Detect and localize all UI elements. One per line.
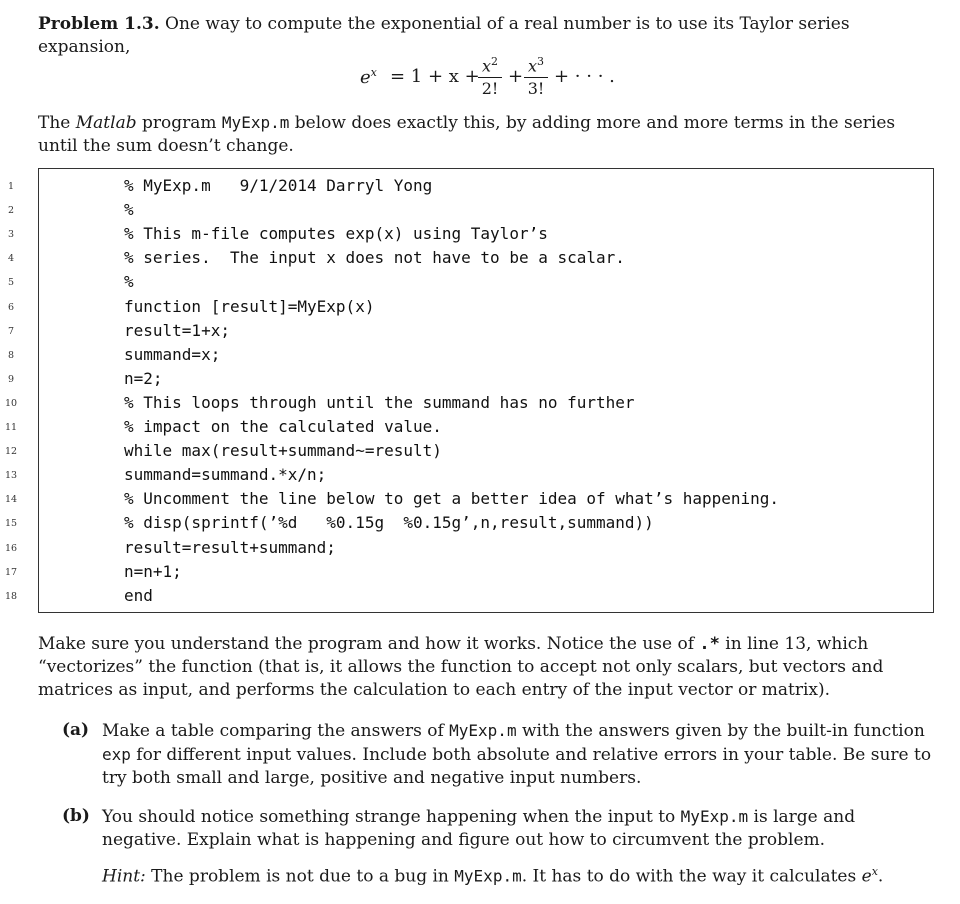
line-number: 3 [7, 229, 15, 241]
eq-frac-3: $x^3$ 3! [524, 52, 548, 99]
explanation-paragraph: Make sure you understand the program and how it works. Notice the use of .* in line 13, which “vectorizes” the function (that is, it allows the function to accept not only scalars, but vectors and matrices as input, and performs the calculation to each entry of the input vector or matrix). [38, 634, 884, 700]
problem-label: Problem 1.3. [38, 14, 160, 34]
line-number: 10 [4, 397, 18, 409]
hint: Hint: The problem is not due to a bug in MyExp.m. It has to do with the way it calculates $e^x$. [102, 865, 884, 887]
line-number: 7 [7, 325, 15, 337]
line-number: 8 [7, 349, 15, 361]
code-line: result=1+x; [124, 320, 230, 340]
code-line: function [result]=MyExp(x) [124, 296, 375, 316]
line-number: 14 [4, 494, 18, 506]
line-number: 11 [4, 422, 18, 433]
code-line: % MyExp.m 9/1/2014 Darryl Yong [124, 176, 433, 195]
matlab-word: Matlab [75, 113, 137, 133]
code-line: result=result+summand; [124, 537, 336, 557]
line-number: 18 [4, 590, 18, 602]
line-number: 2 [7, 205, 15, 217]
code-line: n=2; [124, 368, 163, 388]
hint-label: Hint: [102, 866, 146, 887]
line-number: 16 [4, 542, 18, 554]
eq-tail: + · · · . [554, 66, 615, 87]
line-number: 4 [7, 253, 15, 265]
line-number: 5 [7, 277, 15, 289]
code-line: summand=summand.*x/n; [124, 465, 327, 485]
code-line: % [124, 200, 134, 220]
file-name: MyExp.m [221, 113, 290, 132]
line-number: 9 [7, 373, 15, 385]
part-a-label: (a) [62, 720, 90, 740]
code-line: while max(result+summand~=result) [124, 441, 442, 461]
code-line: % Uncomment the line below to get a better idea of what’s happening. [124, 489, 780, 509]
line-number: 1 [7, 181, 15, 192]
problem-intro-text: One way to compute the exponential of a real number is to use its Taylor series expansion, [38, 14, 850, 57]
line-number: 6 [7, 301, 15, 313]
eq-frac-2: $x^2$ 2! [478, 52, 502, 99]
code-line: % series. The input x does not have to be a scalar. [124, 248, 625, 268]
eq-lead-terms: = 1 + x + [390, 66, 480, 87]
code-line: summand=x; [124, 344, 221, 364]
part-a-text: Make a table comparing the answers of MyExp.m with the answers given by the built-in function exp for different input values. Include both absolute and relative errors in your table. Be sure to try both small and large, positive and negative input numbers. [102, 721, 932, 788]
line-number: 13 [4, 470, 18, 482]
part-b-label: (b) [62, 806, 90, 826]
line-number: 12 [4, 446, 18, 458]
part-b-text: You should notice something strange happening when the input to MyExp.m is large and negative. Explain what is happening and figure out how to circumvent the problem. [102, 807, 856, 850]
code-line: % impact on the calculated value. [124, 417, 442, 436]
eq-lhs: $e^x$ [360, 66, 377, 88]
eq-plus: + [508, 66, 524, 87]
code-line: end [124, 585, 153, 605]
line-number: 15 [4, 518, 18, 530]
program-description: The Matlab program MyExp.m below does exactly this, by adding more and more terms in the series until the sum doesn’t change. [38, 113, 896, 156]
code-line: % disp(sprintf(’%d %0.15g %0.15g’,n,result,summand)) [124, 513, 654, 533]
code-line: % This m-file computes exp(x) using Taylor’s [124, 224, 548, 244]
vectorized-operator: .* [699, 634, 720, 654]
code-line: n=n+1; [124, 561, 182, 581]
code-line: % [124, 272, 134, 292]
code-line: % This loops through until the summand has no further [124, 392, 635, 412]
line-number: 17 [4, 566, 18, 578]
